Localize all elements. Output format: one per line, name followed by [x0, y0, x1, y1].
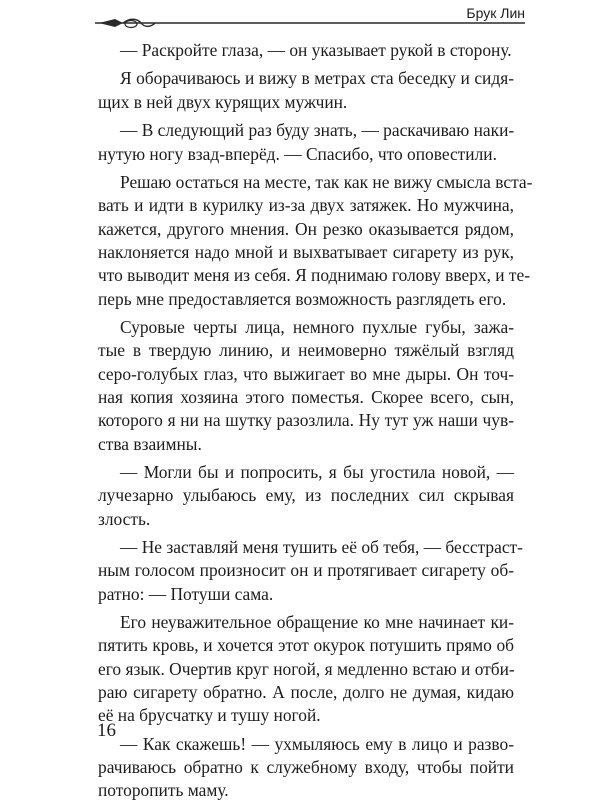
- text-line: которого я ни на шутку разозлила. Ну тут уж наши чув-: [98, 410, 514, 431]
- text-line: рачиваюсь обратно к служебному входу, чтобы пойти: [98, 757, 514, 778]
- text-line: поторопить маму.: [98, 780, 229, 801]
- paragraph: [98, 733, 514, 803]
- paragraph: [98, 39, 514, 62]
- text-line: ратно: — Потуши сама.: [98, 583, 274, 604]
- text-line: — Раскройте глаза, — он указывает рукой в сторону.: [120, 40, 512, 60]
- page-number: 16: [97, 720, 116, 741]
- text-line: серо-голубых глаз, что выжигает во мне дыры. Он точ-: [98, 363, 514, 384]
- pen-nib-flourish-icon: [95, 22, 525, 24]
- text-line: её на брусчатку и тушу ногой.: [98, 705, 321, 726]
- paragraph: [98, 67, 514, 114]
- text-line: Суровые черты лица, немного пухлые губы, зажа-: [120, 317, 514, 338]
- text-line: — В следующий раз буду знать, — раскачиваю наки-: [120, 120, 515, 141]
- header-author: Брук Лин: [458, 4, 525, 22]
- text-line: Его неуважительное обращение ко мне начинает ки-: [120, 612, 514, 633]
- text-line: раю сигарету обратно. А после, долго не думая, кидаю: [98, 682, 514, 703]
- text-line: что выводит меня из себя. Я поднимаю голову вверх, и те-: [98, 265, 531, 286]
- paragraph: [98, 611, 514, 727]
- text-line: ства взаимны.: [98, 433, 202, 454]
- text-line: — Не заставляй меня тушить её об тебя, — бесстраст-: [120, 537, 523, 558]
- running-header: [95, 4, 525, 30]
- paragraph: [98, 171, 533, 311]
- text-line: его язык. Очертив круг ногой, я медленно встаю и отби-: [98, 658, 515, 679]
- text-line: Решаю остаться на месте, так как не вижу смысла вста-: [120, 172, 533, 193]
- text-line: кажется, другого мнения. Он резко оказывается рядом,: [98, 218, 514, 239]
- text-line: наклоняется надо мной и выхватывает сигарету из рук,: [98, 241, 514, 262]
- header-ornament-icon: [97, 15, 157, 31]
- text-line: перь мне предоставляется возможность разглядеть его.: [98, 288, 507, 309]
- text-line: лучезарно улыбаюсь ему, из последних сил скрывая: [98, 485, 514, 506]
- paragraph: [98, 316, 514, 456]
- text-line: нутую ногу взад-вперёд. — Спасибо, что оповестили.: [98, 143, 497, 164]
- text-line: ная копия хозяина этого поместья. Скорее всего, сын,: [98, 386, 514, 407]
- paragraph: [98, 536, 523, 606]
- paragraph: [98, 461, 514, 531]
- text-line: щих в ней двух курящих мужчин.: [98, 91, 348, 112]
- text-line: тые в твердую линию, и неимоверно тяжёлый взгляд: [98, 340, 514, 361]
- text-line: — Могли бы и попросить, я бы угостила новой, —: [120, 461, 514, 482]
- text-line: вать и идти в курилку из-за двух затяжек. Но мужчина,: [98, 195, 514, 216]
- body-text: [98, 39, 533, 808]
- text-line: пятить кровь, и хочется этот окурок потушить прямо об: [98, 635, 514, 656]
- text-line: ным голосом произносит он и протягивает сигарету об-: [98, 560, 514, 581]
- paragraph: [98, 119, 514, 166]
- text-line: Я оборачиваюсь и вижу в метрах ста беседку и сидя-: [120, 68, 514, 89]
- text-line: — Как скажешь! — ухмыляюсь ему в лицо и разво-: [120, 733, 514, 754]
- text-line: злость.: [98, 508, 151, 529]
